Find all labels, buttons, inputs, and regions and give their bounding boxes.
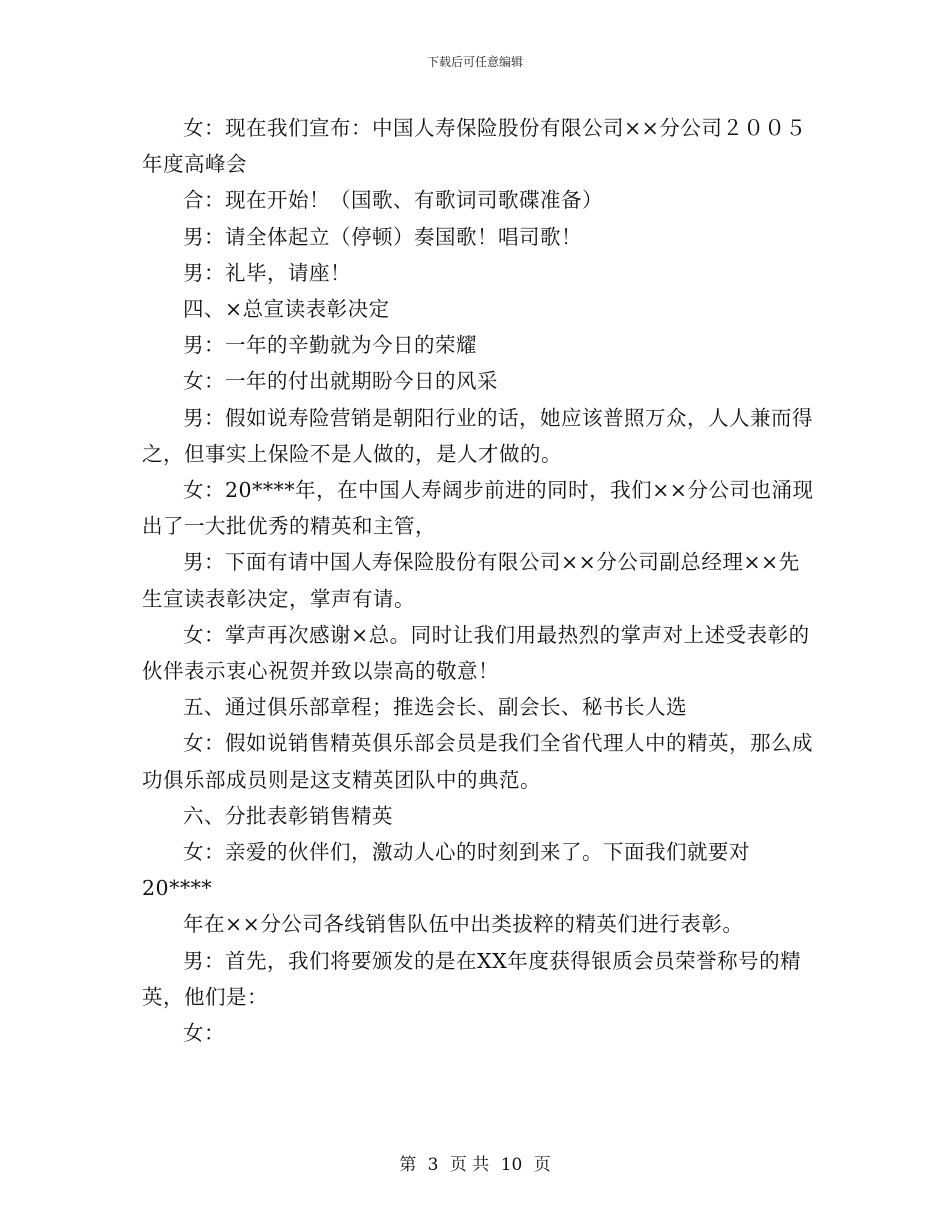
section-heading: 六、分批表彰销售精英	[183, 803, 393, 828]
paragraph: 女：假如说销售精英俱乐部会员是我们全省代理人中的精英，那么成功俱乐部成员则是这支精英团队中的典范。	[142, 731, 813, 792]
document-body	[142, 110, 814, 1051]
paragraph: 女：一年的付出就期盼今日的风采	[183, 369, 498, 394]
paragraph: 男：假如说寿险营销是朝阳行业的话，她应该普照万众，人人兼而得之，但事实上保险不是人做的，是人才做的。	[142, 405, 813, 466]
paragraph: 女：20****年，在中国人寿阔步前进的同时，我们××分公司也涌现出了一大批优秀的精英和主管，	[142, 478, 814, 539]
paragraph: 男：请全体起立（停顿）奏国歌！唱司歌！	[183, 224, 582, 249]
paragraph: 男：下面有请中国人寿保险股份有限公司××分公司副总经理××先生宣读表彰决定，掌声有请。	[142, 550, 800, 611]
paragraph: 女：亲爱的伙伴们，激动人心的时刻到来了。下面我们就要对	[183, 840, 750, 865]
section-heading: 四、×总宣读表彰决定	[183, 297, 390, 322]
section-heading: 五、通过俱乐部章程；推选会长、副会长、秘书长人选	[183, 695, 687, 720]
paragraph: 年在××分公司各线销售队伍中出类拔粹的精英们进行表彰。	[183, 912, 744, 937]
paragraph: 女：	[183, 1021, 225, 1046]
paragraph: 合：现在开始！（国歌、有歌词司歌碟准备）	[183, 188, 603, 213]
page-number-current: 3	[427, 1155, 439, 1175]
page-number-suffix: 页	[533, 1155, 551, 1175]
paragraph: 男：礼毕，请座！	[183, 260, 351, 285]
page-number-middle: 页 共	[449, 1155, 490, 1175]
paragraph: 男：一年的辛勤就为今日的荣耀	[183, 333, 477, 358]
paragraph: 女：现在我们宣布：中国人寿保险股份有限公司××分公司２００５年度高峰会	[142, 116, 807, 177]
page-header-note: 下载后可任意编辑	[426, 55, 523, 69]
paragraph: 20****	[142, 876, 213, 901]
page-number	[0, 1153, 950, 1177]
paragraph: 男：首先，我们将要颁发的是在XX年度获得银质会员荣誉称号的精英，他们是：	[142, 948, 802, 1009]
page-number-total: 10	[500, 1155, 523, 1175]
paragraph: 女：掌声再次感谢×总。同时让我们用最热烈的掌声对上述受表彰的伙伴表示衷心祝贺并致以崇高的敬意！	[142, 622, 810, 684]
page-number-prefix: 第	[399, 1155, 417, 1175]
